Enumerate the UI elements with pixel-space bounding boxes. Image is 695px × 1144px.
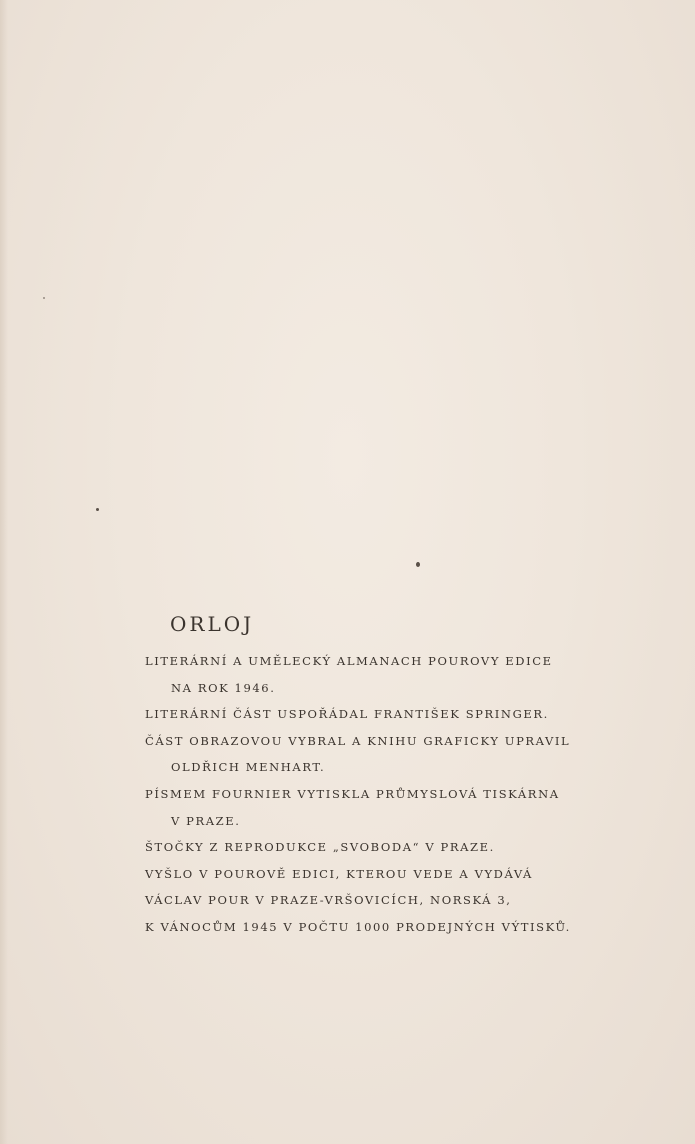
paper-speck (96, 508, 99, 511)
colophon-line: VYŠLO V POUROVĚ EDICI, KTEROU VEDE A VYDÁVÁ (145, 866, 533, 881)
colophon-line: PÍSMEM FOURNIER VYTISKLA PRŮMYSLOVÁ TISKÁRNA (145, 786, 560, 801)
colophon-line: K VÁNOCŮM 1945 V POČTU 1000 PRODEJNÝCH VÝTISKŮ. (145, 919, 571, 934)
colophon-line: ČÁST OBRAZOVOU VYBRAL A KNIHU GRAFICKY UPRAVIL (145, 733, 571, 748)
colophon-line: NA ROK 1946. (171, 680, 276, 695)
colophon-line: LITERÁRNÍ A UMĚLECKÝ ALMANACH POUROVY EDICE (145, 654, 553, 668)
page-edge-shadow (0, 0, 8, 1144)
colophon-line: V PRAZE. (171, 813, 241, 828)
paper-speck (416, 562, 420, 567)
book-title: ORLOJ (170, 612, 255, 636)
colophon-line: VÁCLAV POUR V PRAZE-VRŠOVICÍCH, NORSKÁ 3, (145, 893, 512, 908)
colophon-line: ŠTOČKY Z REPRODUKCE „SVOBODA“ V PRAZE. (145, 840, 495, 855)
colophon (145, 612, 665, 941)
paper-speck (43, 297, 45, 299)
colophon-line: LITERÁRNÍ ČÁST USPOŘÁDAL FRANTIŠEK SPRINGER. (145, 707, 549, 722)
colophon-line: OLDŘICH MENHART. (171, 760, 326, 775)
